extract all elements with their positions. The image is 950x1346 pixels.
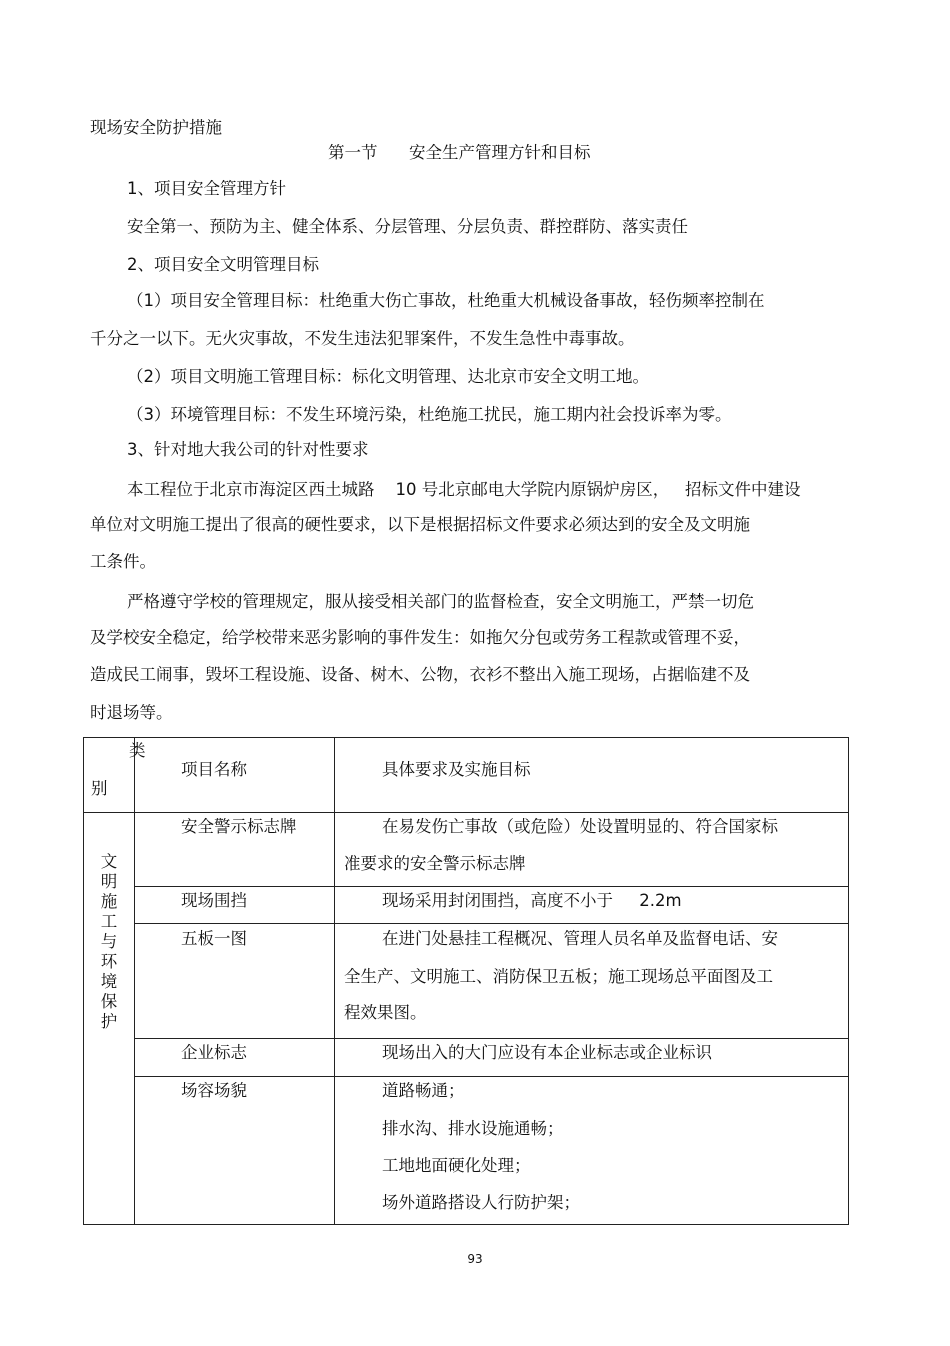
- category-char: 环: [100, 952, 118, 971]
- heading-3: 3、针对地大我公司的针对性要求: [127, 440, 369, 459]
- item-name: 企业标志: [181, 1043, 247, 1062]
- requirement-line: 程效果图。: [344, 1003, 427, 1022]
- category-char: 护: [100, 1012, 118, 1031]
- requirement-line: 现场出入的大门应设有本企业标志或企业标识: [382, 1043, 712, 1062]
- goal-1-line-1: （1）项目安全管理目标：杜绝重大伤亡事故，杜绝重大机械设备事故，轻伤频率控制在: [127, 291, 765, 310]
- paragraph-4-line-2: 及学校安全稳定，给学校带来恶劣影响的事件发生：如拖欠分包或劳务工程款或管理不妥，: [90, 628, 750, 647]
- header-divider: [84, 812, 848, 813]
- row-divider: [134, 886, 848, 887]
- row-divider: [134, 1038, 848, 1039]
- column-divider-item: [334, 738, 335, 1224]
- requirement-line: 排水沟、排水设施通畅；: [382, 1119, 564, 1138]
- heading-1: 1、项目安全管理方针: [127, 179, 286, 198]
- item-name: 场容场貌: [181, 1081, 247, 1100]
- paragraph-4-line-3: 造成民工闹事，毁坏工程设施、设备、树木、公物，衣衫不整出入施工现场，占据临建不及: [90, 665, 750, 684]
- row-divider: [134, 923, 848, 924]
- goal-1-line-2: 千分之一以下。无火灾事故，不发生违法犯罪案件，不发生急性中毒事故。: [90, 329, 635, 348]
- requirement-line: 在进门处悬挂工程概况、管理人员名单及监督电话、安: [382, 929, 778, 948]
- item-name: 五板一图: [181, 929, 247, 948]
- requirement-line: 道路畅通；: [382, 1081, 465, 1100]
- item-name: 安全警示标志牌: [181, 817, 297, 836]
- header-category-bottom: 别: [91, 779, 108, 798]
- category-char: 施: [100, 892, 118, 911]
- column-divider-category: [134, 738, 135, 1224]
- row-divider: [134, 1076, 848, 1077]
- paragraph-3-line-2: 单位对文明施工提出了很高的硬性要求，以下是根据招标文件要求必须达到的安全及文明施: [90, 515, 750, 534]
- requirements-table: [83, 737, 849, 1225]
- requirement-line: 场外道路搭设人行防护架；: [382, 1193, 580, 1212]
- heading-2: 2、项目安全文明管理目标: [127, 255, 319, 274]
- page-number: 93: [467, 1252, 483, 1266]
- category-char: 文: [100, 852, 118, 871]
- header-item-name: 项目名称: [181, 760, 247, 779]
- item-name: 现场围挡: [181, 891, 247, 910]
- paragraph-4-line-1: 严格遵守学校的管理规定，服从接受相关部门的监督检查，安全文明施工，严禁一切危: [127, 592, 754, 611]
- requirement-line: 在易发伤亡事故（或危险）处设置明显的、符合国家标: [382, 817, 778, 836]
- requirement-line: 准要求的安全警示标志牌: [344, 854, 526, 873]
- goal-2: （2）项目文明施工管理目标：标化文明管理、达北京市安全文明工地。: [127, 367, 649, 386]
- header-requirement: 具体要求及实施目标: [382, 760, 531, 779]
- header-category-top: 类: [129, 741, 146, 760]
- document-title: 现场安全防护措施: [90, 118, 222, 137]
- category-label: [84, 852, 134, 1032]
- paragraph-3-line-3: 工条件。: [90, 552, 156, 571]
- category-char: 境: [100, 972, 118, 991]
- paragraph-4-line-4: 时退场等。: [90, 703, 173, 722]
- requirement-line: 工地地面硬化处理；: [382, 1156, 531, 1175]
- category-char: 明: [100, 872, 118, 891]
- paragraph-3-line-1: 本工程位于北京市海淀区西土城路 10 号北京邮电大学院内原锅炉房区， 招标文件中建设: [127, 480, 801, 499]
- section-heading: 第一节 安全生产管理方针和目标: [328, 143, 591, 162]
- category-char: 与: [100, 932, 118, 951]
- category-char: 工: [100, 912, 118, 931]
- requirement-line: 现场采用封闭围挡，高度不小于 2.2m: [382, 891, 682, 910]
- goal-3: （3）环境管理目标：不发生环境污染，杜绝施工扰民，施工期内社会投诉率为零。: [127, 405, 732, 424]
- paragraph-1: 安全第一、预防为主、健全体系、分层管理、分层负责、群控群防、落实责任: [127, 217, 688, 236]
- requirement-line: 全生产、文明施工、消防保卫五板；施工现场总平面图及工: [344, 967, 773, 986]
- category-char: 保: [100, 992, 118, 1011]
